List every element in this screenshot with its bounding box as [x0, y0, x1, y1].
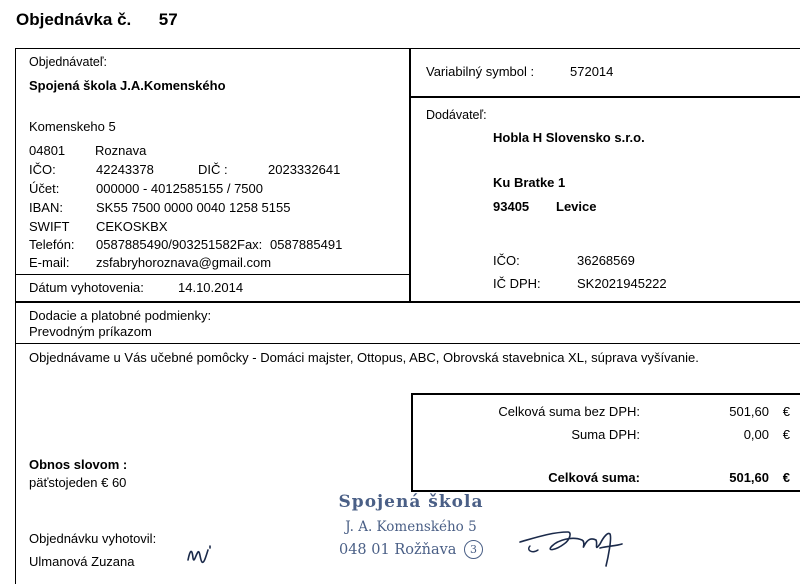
supplier-street: Ku Bratke 1: [493, 175, 566, 190]
net-sum-value: 501,60: [729, 404, 769, 419]
order-title: [16, 10, 178, 30]
vat-sum-label: Suma DPH:: [571, 427, 640, 442]
prepared-by-label: Objednávku vyhotovil:: [29, 531, 157, 546]
buyer-swift: CEKOSKBX: [96, 219, 168, 234]
net-sum-currency: €: [782, 404, 790, 419]
supplier-icdph-label: IČ DPH:: [493, 276, 541, 291]
in-words-value: päťstojeden € 60: [29, 475, 127, 490]
buyer-ico: 42243378: [96, 162, 154, 177]
buyer-name: Spojená škola J.A.Komenského: [29, 78, 226, 93]
prepared-by-name: Ulmanová Zuzana: [29, 554, 135, 569]
issue-date-label: Dátum vyhotovenia:: [29, 280, 144, 295]
terms-value: Prevodným príkazom: [29, 324, 152, 339]
supplier-label: Dodávateľ:: [426, 108, 487, 122]
buyer-fax: 0587885491: [270, 237, 343, 252]
buyer-email: zsfabryhoroznava@gmail.com: [96, 255, 272, 270]
supplier-ico-label: IČO:: [493, 253, 520, 268]
stamp-line3: [326, 540, 496, 559]
total-sum-label: Celková suma:: [548, 470, 640, 485]
buyer-iban-label: IBAN:: [29, 200, 63, 215]
stamp-line2: J. A. Komenského 5: [345, 519, 477, 535]
buyer-phone: 0587885490/903251582: [96, 237, 237, 252]
buyer-email-label: E-mail:: [29, 255, 70, 270]
buyer-label: Objednávateľ:: [29, 55, 108, 69]
supplier-ico: 36268569: [577, 253, 635, 268]
buyer-phone-label: Telefón:: [29, 237, 75, 252]
supplier-name: Hobla H Slovensko s.r.o.: [493, 130, 645, 145]
supplier-icdph: SK2021945222: [577, 276, 667, 291]
variable-symbol-value: 572014: [570, 64, 614, 79]
initials-signature: [182, 538, 222, 572]
buyer-ico-label: IČO:: [29, 162, 56, 177]
director-signature: [512, 510, 632, 570]
buyer-dic: 2023332641: [268, 162, 341, 177]
order-title-label: Objednávka č.: [16, 10, 132, 29]
variable-symbol-label: Variabilný symbol :: [426, 64, 535, 79]
buyer-iban: SK55 7500 0000 0040 1258 5155: [96, 200, 291, 215]
buyer-fax-label: Fax:: [237, 237, 263, 252]
supplier-city: Levice: [556, 199, 597, 214]
total-sum-currency: €: [782, 470, 790, 485]
vat-sum-currency: €: [782, 427, 790, 442]
stamp-line1: Spojená škola: [338, 492, 484, 512]
supplier-zip: 93405: [493, 199, 530, 214]
buyer-zip: 04801: [29, 143, 66, 158]
stamp-city: 048 01 Rožňava: [338, 542, 457, 558]
in-words-label: Obnos slovom :: [29, 457, 128, 472]
buyer-account-label: Účet:: [29, 181, 60, 196]
total-sum-value: 501,60: [729, 470, 769, 485]
net-sum-label: Celková suma bez DPH:: [498, 404, 640, 419]
terms-label: Dodacie a platobné podmienky:: [29, 308, 212, 323]
stamp-number: 3: [464, 540, 483, 559]
vat-sum-value: 0,00: [743, 427, 769, 442]
buyer-city: Roznava: [95, 143, 147, 158]
buyer-account: 000000 - 4012585155 / 7500: [96, 181, 263, 196]
buyer-dic-label: DIČ :: [198, 162, 228, 177]
issue-date: 14.10.2014: [178, 280, 244, 295]
buyer-street: Komenskeho 5: [29, 119, 116, 134]
buyer-swift-label: SWIFT: [29, 219, 70, 234]
order-number: 57: [158, 10, 178, 29]
order-description: Objednávame u Vás učebné pomôcky - Domáci majster, Ottopus, ABC, Obrovská stavebnica XL, súprava vyšívanie.: [29, 350, 699, 365]
